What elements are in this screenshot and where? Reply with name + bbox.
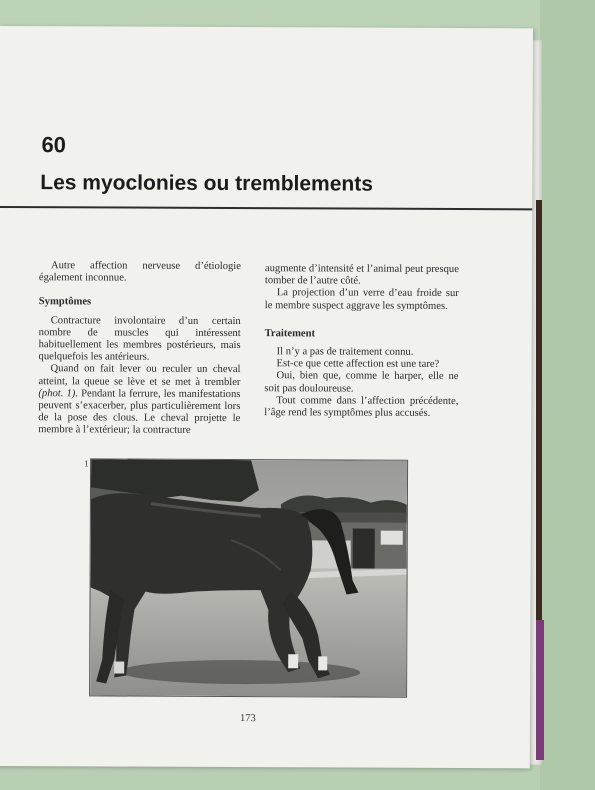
page-number: 173 — [239, 713, 256, 725]
treatment-paragraph-2: Est-ce que cette affection est une tare? — [276, 358, 440, 371]
title-rule — [0, 206, 532, 210]
treatment-heading: Traitement — [264, 327, 316, 340]
symptoms-heading: Symptômes — [38, 296, 92, 308]
paragraph-text: Quand on fait lever ou reculer un cheval atteint, la queue se lève et se met à trembler — [38, 363, 241, 388]
book-page — [0, 26, 533, 768]
continued-paragraph: augmente d’intensité et l’animal peut presque tomber de l’autre côté. — [264, 263, 459, 287]
book-cover-purple — [536, 620, 544, 760]
horse-illustration — [90, 459, 407, 696]
paragraph-text: Pendant la ferrure, les manifestations peuvent s’exacerber, plus particulièrement lors de la pose des clous. Le cheval projette le membre à l’extérieur; la contracture — [38, 388, 241, 437]
chapter-number: 60 — [41, 132, 67, 158]
cold-water-paragraph: La projection d’un verre d’eau froide sur le membre suspect aggrave les symptômes. — [264, 287, 459, 312]
right-column — [264, 263, 459, 420]
treatment-paragraph-1: Il n’y a pas de traitement connu. — [276, 346, 414, 358]
background-right — [540, 0, 595, 790]
horse-photo — [89, 458, 408, 697]
symptoms-paragraph-1: Contracture involontaire d’un certain nombre de muscles qui intéressent habituellement les membres postérieurs, mais quelquefois les antérieurs. — [38, 314, 241, 363]
book-cover-edge — [536, 200, 542, 620]
left-column — [38, 260, 241, 438]
symptoms-paragraph-2 — [38, 364, 240, 438]
chapter-title: Les myoclonies ou tremblements — [40, 171, 373, 196]
photo-number: 1 — [84, 458, 89, 469]
treatment-paragraph-3: Oui, bien que, comme le harper, elle ne soit pas douloureuse. — [264, 370, 459, 395]
photo-reference: (phot. 1). — [38, 387, 79, 400]
treatment-paragraph-4: Tout comme dans l’affection précédente, l’âge rend les symptômes plus accusés. — [264, 395, 459, 419]
intro-paragraph: Autre affection nerveuse d’étiologie également inconnue. — [38, 260, 241, 284]
